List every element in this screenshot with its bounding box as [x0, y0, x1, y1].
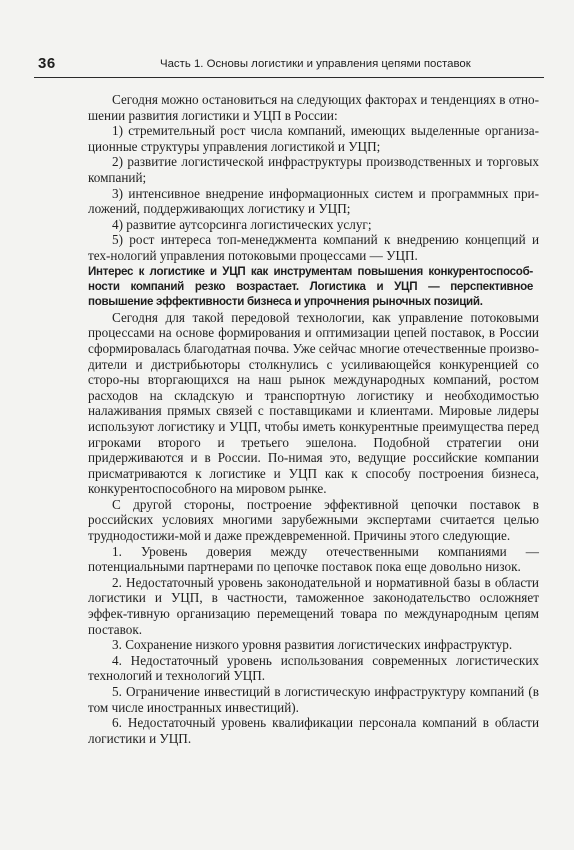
factor-item: 1) стремительный рост числа компаний, имеющих выделенные организа-ционные структуры управления логистикой и УЦП; [88, 123, 539, 154]
factor-item: 2) развитие логистической инфраструктуры производственных и торговых компаний; [88, 154, 539, 185]
reason-item: 5. Ограничение инвестиций в логистическую инфраструктуру компаний (в том числе иностранных инвестиций). [88, 684, 539, 715]
intro-paragraph: Сегодня можно остановиться на следующих факторах и тенденциях в отно-шении развития логистики и УЦП в России: [88, 92, 539, 123]
reason-item: 3. Сохранение низкого уровня развития логистических инфраструктур. [112, 637, 513, 653]
factor-item: 3) интенсивное внедрение информационных систем и программных при-ложений, поддерживающих логистику и УЦП; [88, 185, 539, 217]
body-paragraph: С другой стороны, построение эффективной цепочки поставок в российских условиях многими зарубежными экспертами считается целью труднодостижи-мой и даже преждевременной. Причины этого следующие. [88, 496, 539, 544]
reason-item: 2. Недостаточный уровень законодательной и нормативной базы в области логистики и УЦП, в частности, таможенное законодательство осложняет эффек-тивную организацию перемещений товара по международным цепям поставок. [88, 574, 539, 637]
reason-item: 6. Недостаточный уровень квалификации персонала компаний в области логистики и УЦП. [88, 715, 539, 746]
page-number: 36 [38, 55, 56, 72]
highlighted-statement: Интерес к логистике и УЦП как инструментам повышения конкурентоспособ-ности компаний резко возрастает. Логистика и УЦП — перспективное повышение эффективности бизнеса и упрочнения рыночных позиций. [88, 264, 533, 309]
factor-item: 5) рост интереса топ-менеджмента компаний к внедрению концепций и тех-нологий управления потоковыми процессами — УЦП. [88, 232, 539, 263]
page-body [88, 92, 539, 746]
reason-item: 1. Уровень доверия между отечественными компаниями — потенциальными партнерами по цепочке поставок пока еще довольно низок. [88, 543, 539, 575]
body-paragraph: Сегодня для такой передовой технологии, как управление потоковыми процессами на основе формирования и оптимизации цепей поставок, в России сформировалась благодатная почва. Уже сейчас многие отечественные произво-дители и дистрибьюторы столкнулись с усиливающейся конкуренцией со сторо-ны вторгающихся на наш рынок международных компаний, ростом расходов на складскую и транспортную логистику и необходимостью налаживания прямых связей с поставщиками и клиентами. Мировые лидеры используют логистику и УЦП, чтобы иметь конкурентные преимущества перед игроками второго и третьего эшелона. Подобной стратегии они придерживаются и в России. По-нимая это, ведущие российские компании присматриваются к логистике и УЦП как к способу построения бизнеса, конкурентоспособного на мировом рынке. [88, 309, 539, 497]
factor-item: 4) развитие аутсорсинга логистических услуг; [112, 216, 372, 232]
running-head: Часть 1. Основы логистики и управления цепями поставок [160, 58, 471, 70]
page-header [34, 55, 544, 78]
reason-item: 4. Недостаточный уровень использования современных логистических технологий и технологий УЦП. [88, 652, 539, 684]
